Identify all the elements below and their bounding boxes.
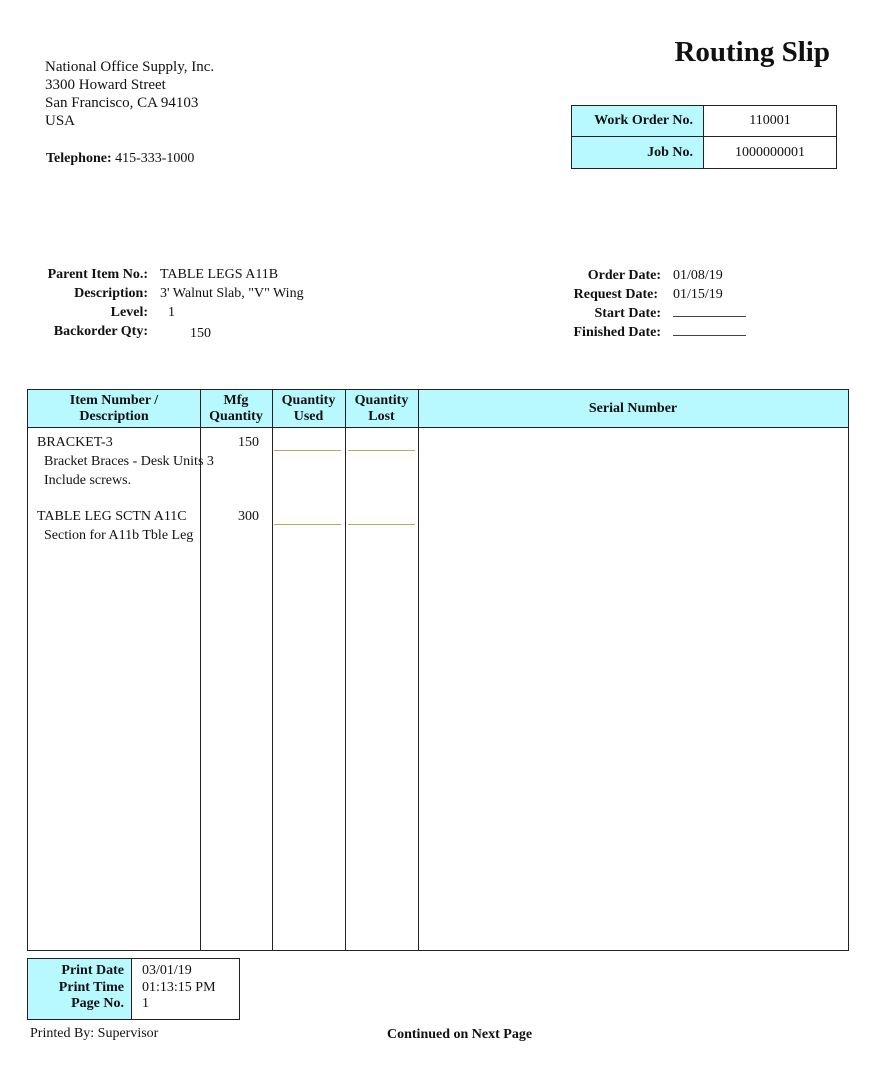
- header-item-line1: Item Number /: [69, 392, 159, 408]
- header-qty-lost: [345, 390, 418, 428]
- column-divider: [272, 390, 273, 950]
- header-serial-text: Serial Number: [588, 400, 678, 416]
- header-item-line2: Description: [79, 408, 149, 424]
- header-lost-line1: Quantity: [354, 392, 409, 408]
- row1-desc2: Include screws.: [44, 473, 132, 488]
- description-label: Description:: [74, 286, 148, 301]
- column-divider: [418, 390, 419, 950]
- routing-table: [27, 389, 849, 951]
- level-label: Level:: [110, 305, 148, 320]
- description-value: 3' Walnut Slab, "V" Wing: [160, 286, 304, 301]
- row1-mfg-qty: 150: [238, 435, 259, 450]
- backorder-label: Backorder Qty:: [53, 324, 148, 339]
- printed-by: Printed By: Supervisor: [30, 1026, 159, 1041]
- continued-note: Continued on Next Page: [387, 1027, 533, 1042]
- row1-used-blank: [274, 450, 341, 451]
- print-info-values: [132, 959, 216, 1019]
- print-time-label: Print Time: [58, 979, 124, 995]
- header-serial: [418, 390, 848, 428]
- company-street: 3300 Howard Street: [45, 77, 166, 93]
- header-used-line2: Used: [293, 408, 324, 424]
- header-lost-line2: Lost: [368, 408, 395, 424]
- job-no-value: 1000000001: [735, 144, 805, 160]
- finished-date-blank: [673, 323, 746, 336]
- print-date-value: 03/01/19: [142, 963, 192, 978]
- telephone-label: Telephone:: [46, 151, 112, 166]
- work-order-label: Work Order No.: [572, 106, 704, 137]
- work-order-value: 110001: [704, 106, 836, 137]
- column-divider: [200, 390, 201, 950]
- parent-item-value: TABLE LEGS A11B: [160, 267, 279, 282]
- row1-lost-blank: [348, 450, 415, 451]
- row2-desc1: Section for A11b Tble Leg: [44, 528, 194, 543]
- print-info-box: [27, 958, 240, 1020]
- level-value: 1: [168, 305, 175, 320]
- header-qty-used: [272, 390, 345, 428]
- finished-date-label: Finished Date:: [573, 325, 661, 340]
- telephone-value: 415-333-1000: [115, 151, 195, 166]
- row2-mfg-qty: 300: [238, 509, 259, 524]
- telephone: [46, 151, 194, 167]
- item-info: [30, 265, 304, 341]
- backorder-value: 150: [190, 326, 211, 341]
- print-date-label: Print Date: [61, 963, 124, 978]
- row1-item: BRACKET-3: [37, 435, 113, 450]
- order-date-value: 01/08/19: [673, 268, 723, 283]
- row2-item: TABLE LEG SCTN A11C: [37, 509, 187, 524]
- header-mfg-qty: [200, 390, 272, 428]
- work-order-box: [571, 105, 837, 169]
- request-date-label: Request Date:: [573, 287, 658, 302]
- company-city: San Francisco, CA 94103: [45, 95, 199, 111]
- page-title: Routing Slip: [674, 36, 830, 68]
- company-country: USA: [45, 113, 76, 129]
- company-name: National Office Supply, Inc.: [45, 59, 215, 75]
- dates-block: [540, 266, 746, 342]
- page-no-value: 1: [142, 996, 149, 1011]
- header-used-line1: Quantity: [281, 392, 336, 408]
- row2-lost-blank: [348, 524, 415, 525]
- header-mfg-line2: Quantity: [209, 408, 263, 424]
- print-info-labels: [28, 959, 132, 1019]
- request-date-value: 01/15/19: [673, 287, 723, 302]
- print-time-value: 01:13:15 PM: [142, 979, 216, 995]
- header-item: [28, 390, 200, 428]
- row1-desc1: Bracket Braces - Desk Units 3: [44, 454, 214, 469]
- row2-used-blank: [274, 524, 341, 525]
- order-date-label: Order Date:: [587, 268, 661, 283]
- header-mfg-line1: Mfg: [223, 392, 249, 408]
- column-divider: [345, 390, 346, 950]
- company-address: [45, 58, 214, 130]
- job-no-label: Job No.: [572, 137, 704, 168]
- start-date-blank: [673, 304, 746, 317]
- page-no-label: Page No.: [71, 996, 124, 1011]
- parent-item-label: Parent Item No.:: [47, 267, 148, 282]
- start-date-label: Start Date:: [594, 306, 661, 321]
